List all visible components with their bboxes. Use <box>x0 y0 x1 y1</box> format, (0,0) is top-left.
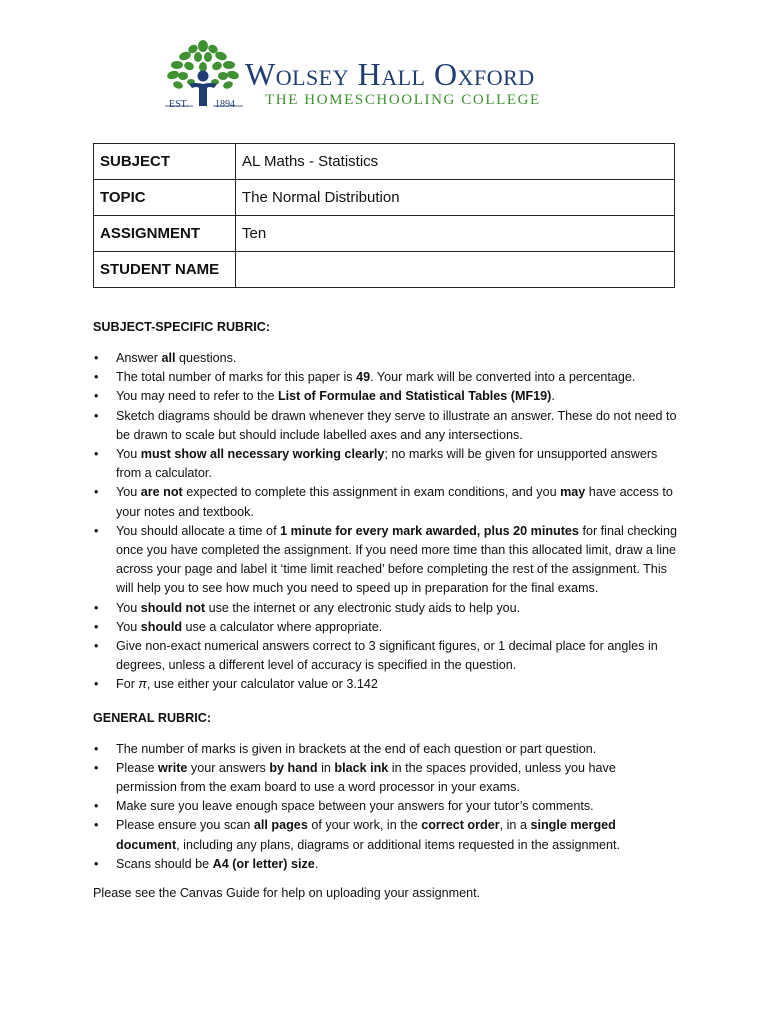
topic-label: TOPIC <box>94 180 236 216</box>
college-name: Wolsey Hall Oxford <box>245 56 535 92</box>
list-item: • You should allocate a time of 1 minute for every mark awarded, plus 20 minutes for final checking once you have completed the assignment. If you need more time than this allocated limit, draw a line across your page and label it ‘time limit reached’ before completing the rest of the assignment. This will help you to see how much you need to speed up in preparation for the final exams. <box>93 522 678 599</box>
subject-rubric-heading: SUBJECT-SPECIFIC RUBRIC: <box>93 320 271 334</box>
list-item: • Give non-exact numerical answers correct to 3 significant figures, or 1 decimal place for angles in degrees, unless a different level of accuracy is specified in the question. <box>93 637 678 675</box>
list-item: • Scans should be A4 (or letter) size. <box>93 855 678 874</box>
table-row <box>94 216 675 252</box>
list-item: • Please ensure you scan all pages of your work, in the correct order, in a single merged document, including any plans, diagrams or additional items requested in the assignment. <box>93 816 678 854</box>
assignment-label: ASSIGNMENT <box>94 216 236 252</box>
est-label: EST. <box>169 99 189 110</box>
table-row <box>94 252 675 288</box>
list-item: • The number of marks is given in brackets at the end of each question or part question. <box>93 740 678 759</box>
list-item: • You may need to refer to the List of Formulae and Statistical Tables (MF19). <box>93 387 678 406</box>
wolsey-hall-logo <box>165 40 605 115</box>
subject-label: SUBJECT <box>94 144 236 180</box>
list-item: • Answer all questions. <box>93 349 678 368</box>
list-item: • Sketch diagrams should be drawn whenever they serve to illustrate an answer. These do not need to be drawn to scale but should include labelled axes and any intersections. <box>93 407 678 445</box>
list-item: • You must show all necessary working clearly; no marks will be given for unsupported answers from a calculator. <box>93 445 678 483</box>
topic-value: The Normal Distribution <box>236 180 675 216</box>
subject-value: AL Maths - Statistics <box>236 144 675 180</box>
subject-rubric-list <box>93 349 678 695</box>
list-item: • For π, use either your calculator value or 3.142 <box>93 675 678 694</box>
list-item: • Make sure you leave enough space between your answers for your tutor’s comments. <box>93 797 678 816</box>
list-item: • The total number of marks for this paper is 49. Your mark will be converted into a percentage. <box>93 368 678 387</box>
canvas-guide-note: Please see the Canvas Guide for help on uploading your assignment. <box>93 886 481 901</box>
est-year: 1894 <box>215 99 235 110</box>
list-item: • You should not use the internet or any electronic study aids to help you. <box>93 599 678 618</box>
table-row <box>94 180 675 216</box>
assignment-value: Ten <box>236 216 675 252</box>
table-row <box>94 144 675 180</box>
student-name-label: STUDENT NAME <box>94 252 236 288</box>
student-name-field[interactable] <box>236 252 675 288</box>
rubric-content <box>93 318 678 903</box>
general-rubric-list <box>93 740 678 874</box>
assignment-info-table <box>93 143 675 288</box>
college-tagline: THE HOMESCHOOLING COLLEGE <box>265 92 541 108</box>
list-item: • Please write your answers by hand in black ink in the spaces provided, unless you have permission from the exam board to use a word processor in your exams. <box>93 759 678 797</box>
list-item: • You should use a calculator where appropriate. <box>93 618 678 637</box>
list-item: • You are not expected to complete this assignment in exam conditions, and you may have access to your notes and textbook. <box>93 483 678 521</box>
general-rubric-heading: GENERAL RUBRIC: <box>93 710 212 725</box>
